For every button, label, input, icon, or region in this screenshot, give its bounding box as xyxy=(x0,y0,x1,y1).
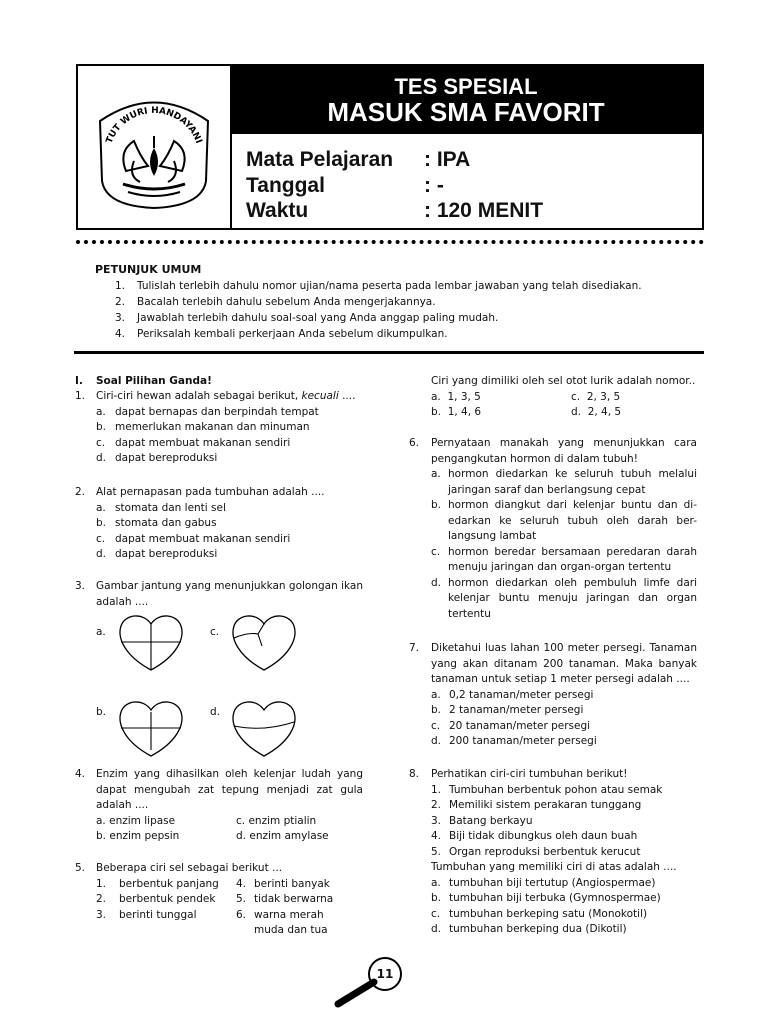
answer-option[interactable]: b. stomata dan gabus xyxy=(96,517,217,529)
tut-wuri-handayani-logo xyxy=(78,66,228,226)
heart-diagram-c[interactable] xyxy=(228,612,300,674)
section-heading: I. Soal Pilihan Ganda! xyxy=(75,375,212,387)
instruction-item: 4. Periksalah kembali perkerjaan Anda sebelum dikumpulkan. xyxy=(115,328,448,340)
question-2: 2. Alat pernapasan pada tumbuhan adalah .... a. stomata dan lenti sel b. stomata dan gabus c. dapat membuat makanan sendiri d. dapat bereproduksi xyxy=(75,485,363,563)
question-3: 3. Gambar jantung yang menunjukkan golongan ikan adalah .... xyxy=(75,580,364,608)
heart-diagram-a[interactable] xyxy=(115,612,187,674)
answer-option[interactable]: d. dapat bereproduksi xyxy=(96,452,218,464)
heart-option-c-label[interactable]: c. xyxy=(210,626,220,638)
answer-option[interactable]: c. tumbuhan berkeping satu (Monokotil) xyxy=(431,907,648,920)
answer-option[interactable]: c. 2, 3, 5 xyxy=(571,390,621,403)
question-7: 7. Diketahui luas lahan 100 meter persegi. Tanaman yang akan ditanam 200 tanaman. Maka banyak tanaman untuk setiap 1 meter persegi adalah .... a. 0,2 tanaman/meter persegi b. 2 tanaman/meter persegi c. 20 tanaman/meter persegi d. 200 tanaman/meter persegi xyxy=(409,641,697,750)
question-1: 1. Ciri-ciri hewan adalah sebagai berikut, kecuali .... a. dapat bernapas dan berpindah tempat b. memerlukan makanan dan minuman c. dapat membuat makanan sendiri d. dapat bereproduksi xyxy=(75,389,363,467)
logo-box xyxy=(78,66,232,228)
answer-option[interactable]: a. enzim lipase xyxy=(96,814,176,827)
general-instructions-title: PETUNJUK UMUM xyxy=(95,263,202,276)
heart-diagram-d[interactable] xyxy=(228,698,300,760)
answer-option[interactable]: c. 20 tanaman/meter persegi xyxy=(431,719,591,732)
answer-option[interactable]: d. dapat bereproduksi xyxy=(96,548,218,560)
answer-option[interactable]: b. 2 tanaman/meter persegi xyxy=(431,704,584,716)
heart-option-a-label[interactable]: a. xyxy=(96,626,106,638)
heart-option-d-label[interactable]: d. xyxy=(210,706,221,718)
question-8: 8. Perhatikan ciri-ciri tumbuhan berikut! 1. Tumbuhan berbentuk pohon atau semak 2. Memiliki sistem perakaran tunggang 3. Batang berkayu 4. Biji tidak dibungkus oleh daun buah 5. Organ reproduksi berbentuk kerucut Tumbuhan yang memiliki ciri di atas adalah .... a. tumbuhan biji tertutup (Angiospermae) b. tumbuhan biji terbuka (Gymnospermae) c. tumbuhan berkeping satu (Monokotil) d. tumbuhan berkeping dua (Dikotil) xyxy=(409,767,697,938)
answer-option[interactable]: c. enzim ptialin xyxy=(236,814,317,827)
answer-option[interactable]: b. tumbuhan biji terbuka (Gymnospermae) xyxy=(431,892,661,904)
answer-option[interactable]: a. tumbuhan biji tertutup (Angiospermae) xyxy=(431,876,656,889)
info-time: Waktu : 120 MENIT xyxy=(246,199,544,222)
section-rule xyxy=(74,351,704,354)
answer-option[interactable]: b. enzim pepsin xyxy=(96,830,180,842)
question-5-continued: Ciri yang dimiliki oleh sel otot lurik adalah nomor.. a. 1, 3, 5 c. 2, 3, 5 b. 1, 4, 6 d. 2, 4, 5 xyxy=(409,374,697,421)
info-subject: Mata Pelajaran : IPA xyxy=(246,148,471,171)
heart-option-b-label[interactable]: b. xyxy=(96,706,107,718)
instruction-item: 3. Jawablah terlebih dahulu soal-soal yang Anda anggap paling mudah. xyxy=(115,312,499,324)
answer-option[interactable]: c. dapat membuat makanan sendiri xyxy=(96,532,291,545)
instruction-item: 1. Tulislah terlebih dahulu nomor ujian/nama peserta pada lembar jawaban yang telah disediakan. xyxy=(115,280,642,292)
question-5: 5. Beberapa ciri sel sebagai berikut ... 1. berbentuk panjang 4. berinti banyak 2. berbentuk pendek 5. tidak berwarna 3. berinti tunggal 6. warna merah muda dan tua xyxy=(75,862,334,936)
title-line-2: MASUK SMA FAVORIT xyxy=(327,97,605,127)
page-number: 11 xyxy=(368,957,402,991)
answer-option[interactable]: a. 0,2 tanaman/meter persegi xyxy=(431,688,594,701)
answer-option[interactable]: a. 1, 3, 5 xyxy=(431,390,481,403)
answer-option[interactable]: a. dapat bernapas dan berpindah tempat xyxy=(96,405,319,418)
answer-option[interactable]: c. hormon beredar bersamaan peredaran darah xyxy=(431,545,697,558)
answer-option[interactable]: d. enzim amylase xyxy=(236,830,329,842)
answer-option[interactable]: b. hormon diangkut dari kelenjar buntu dan di- xyxy=(431,499,697,511)
title-line-1: TES SPESIAL xyxy=(394,74,538,99)
title-band xyxy=(230,66,702,134)
question-4: 4. Enzim yang dihasilkan oleh kelenjar ludah yang dapat mengubah zat tepung menjadi zat gula adalah .... a. enzim lipase c. enzim ptialin b. enzim pepsin d. enzim amylase xyxy=(75,767,363,845)
info-date: Tanggal : - xyxy=(246,174,444,197)
answer-option[interactable]: d. tumbuhan berkeping dua (Dikotil) xyxy=(431,923,627,935)
dotted-divider xyxy=(76,240,704,244)
answer-option[interactable]: d. hormon diedarkan oleh pembuluh limfe dari xyxy=(431,576,697,589)
question-6: 6. Pernyataan manakah yang menunjukkan cara pengangkutan hormon di dalam tubuh! a. hormon diedarkan ke seluruh tubuh melalui jaringan saraf dan berlangsung cepat b. hormon diangkut dari kelenjar buntu dan di- edarkan ke seluruh tubuh oleh darah ber- langsung lambat c. hormon beredar bersamaan peredaran darah menuju jaringan dan organ-organ tertentu d. hormon diedarkan oleh pembuluh limfe dari kelenjar buntu menuju jaringan dan organ tertentu xyxy=(409,437,697,620)
answer-option[interactable]: a. stomata dan lenti sel xyxy=(96,501,226,514)
instruction-item: 2. Bacalah terlebih dahulu sebelum Anda mengerjakannya. xyxy=(115,296,436,308)
heart-diagram-b[interactable] xyxy=(115,698,187,760)
answer-option[interactable]: d. 2, 4, 5 xyxy=(571,406,622,418)
exam-header xyxy=(76,64,704,230)
answer-option[interactable]: d. 200 tanaman/meter persegi xyxy=(431,735,597,747)
answer-option[interactable]: b. 1, 4, 6 xyxy=(431,406,482,418)
answer-option[interactable]: a. hormon diedarkan ke seluruh tubuh melalui xyxy=(431,468,697,480)
logo-text: TUT WURI HANDAYANI xyxy=(104,105,204,146)
answer-option[interactable]: c. dapat membuat makanan sendiri xyxy=(96,436,291,449)
answer-option[interactable]: b. memerlukan makanan dan minuman xyxy=(96,421,310,433)
